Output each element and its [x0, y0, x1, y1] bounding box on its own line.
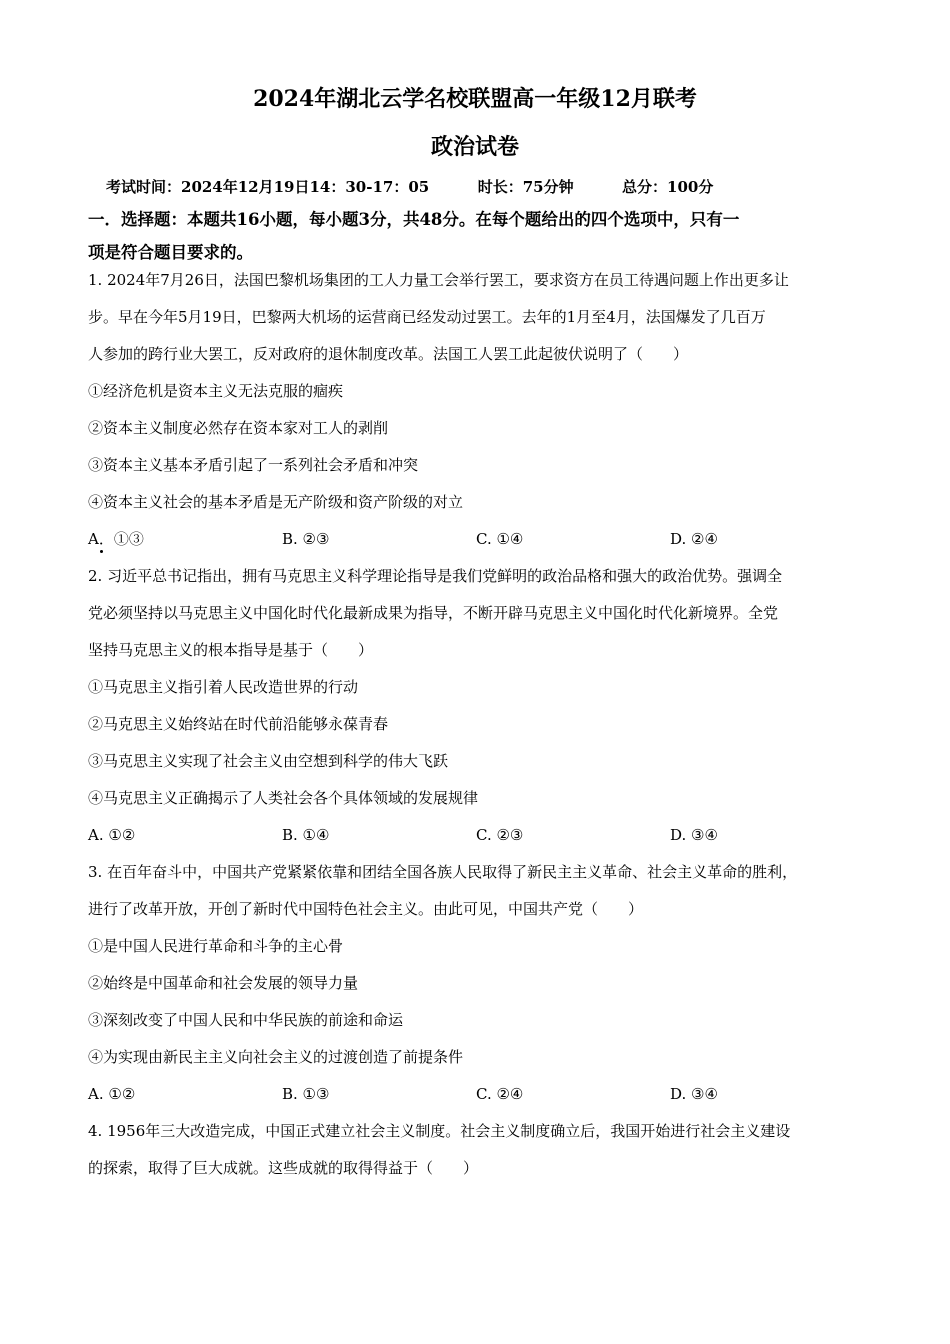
- choice-a: A. ①②: [88, 1085, 136, 1103]
- choice-b: B. ①④: [282, 826, 330, 844]
- choice-c: C. ②④: [476, 1085, 524, 1103]
- question-stem-line: 党必须坚持以马克思主义中国化时代化最新成果为指导，不断开辟马克思主义中国化时代化新境界。全党: [88, 604, 779, 622]
- question-stem-line: 4. 1956年三大改造完成，中国正式建立社会主义制度。社会主义制度确立后，我国开始进行社会主义建设: [88, 1122, 791, 1140]
- question-stem-line: 人参加的跨行业大罢工，反对政府的退休制度改革。法国工人罢工此起彼伏说明了（ ）: [88, 345, 689, 363]
- section-heading-line: 一．选择题：本题共16小题，每小题3分，共48分。在每个题给出的四个选项中，只有一: [88, 210, 740, 229]
- exam-time: 考试时间：2024年12月19日14：30-17：05: [106, 178, 430, 196]
- question-stem-line: 1. 2024年7月26日，法国巴黎机场集团的工人力量工会举行罢工，要求资方在员工待遇问题上作出更多让: [88, 271, 789, 289]
- question-option: ②资本主义制度必然存在资本家对工人的剥削: [88, 419, 389, 437]
- choice-a: A. ①②: [88, 826, 136, 844]
- question-option: ②始终是中国革命和社会发展的领导力量: [88, 974, 359, 992]
- question-stem-line: 3. 在百年奋斗中，中国共产党紧紧依靠和团结全国各族人民取得了新民主主义革命、社会主义革命的胜利，: [88, 863, 798, 881]
- choice-c: C. ②③: [476, 826, 524, 844]
- question-stem-line: 坚持马克思主义的根本指导是基于（ ）: [88, 641, 374, 659]
- question-stem-line: 进行了改革开放，开创了新时代中国特色社会主义。由此可见，中国共产党（ ）: [88, 900, 644, 918]
- choice-b: B. ②③: [282, 530, 330, 548]
- question-2: [88, 558, 874, 854]
- question-option: ①马克思主义指引着人民改造世界的行动: [88, 678, 359, 696]
- question-3: [88, 854, 874, 1113]
- choice-d: D. ②④: [670, 530, 718, 548]
- section-heading-line: 项是符合题目要求的。: [88, 243, 253, 262]
- choice-a: A．①③: [88, 521, 282, 558]
- answer-choices: [88, 817, 874, 854]
- choice-d: D. ③④: [670, 1085, 718, 1103]
- exam-info-line: [106, 175, 713, 199]
- question-option: ③马克思主义实现了社会主义由空想到科学的伟大飞跃: [88, 752, 449, 770]
- answer-choices: [88, 1076, 874, 1113]
- exam-duration: 时长：75分钟: [477, 178, 574, 196]
- question-option: ④为实现由新民主主义向社会主义的过渡创造了前提条件: [88, 1048, 464, 1066]
- question-option: ③资本主义基本矛盾引起了一系列社会矛盾和冲突: [88, 456, 419, 474]
- choice-c: C. ①④: [476, 530, 524, 548]
- exam-subject: 政治试卷: [430, 134, 519, 160]
- question-1: [88, 262, 874, 558]
- question-option: ③深刻改变了中国人民和中华民族的前途和命运: [88, 1011, 404, 1029]
- choice-d: D. ③④: [670, 826, 718, 844]
- question-stem-line: 2. 习近平总书记指出，拥有马克思主义科学理论指导是我们党鲜明的政治品格和强大的政治优势。强调全: [88, 567, 783, 585]
- question-stem-line: 步。早在今年5月19日，巴黎两大机场的运营商已经发动过罢工。去年的1月至4月，法国爆发了几百万: [88, 308, 766, 326]
- question-4: [88, 1113, 874, 1187]
- question-option: ①是中国人民进行革命和斗争的主心骨: [88, 937, 344, 955]
- exam-title: 2024年湖北云学名校联盟高一年级12月联考: [253, 86, 697, 112]
- question-option: ④马克思主义正确揭示了人类社会各个具体领域的发展规律: [88, 789, 479, 807]
- answer-choices: [88, 521, 874, 558]
- question-stem-line: 的探索，取得了巨大成就。这些成就的取得得益于（ ）: [88, 1159, 479, 1177]
- exam-total-score: 总分：100分: [622, 178, 714, 196]
- questions-body: [88, 262, 874, 1187]
- question-option: ④资本主义社会的基本矛盾是无产阶级和资产阶级的对立: [88, 493, 464, 511]
- question-option: ②马克思主义始终站在时代前沿能够永葆青春: [88, 715, 389, 733]
- question-option: ①经济危机是资本主义无法克服的痼疾: [88, 382, 344, 400]
- choice-b: B. ①③: [282, 1085, 330, 1103]
- section-heading: [88, 203, 868, 269]
